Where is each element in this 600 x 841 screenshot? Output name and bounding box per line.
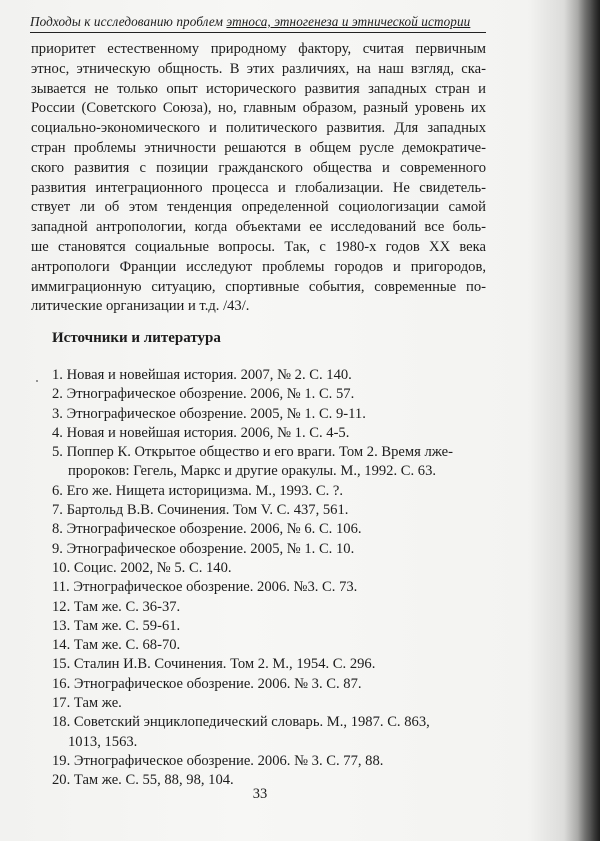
- reference-item: [52, 366, 492, 385]
- reference-text: 19. Этнографическое обозрение. 2006. № 3. С. 77, 88.: [52, 752, 384, 769]
- reference-item: [52, 424, 492, 443]
- body-line: этнос, этническую общность. В этих различиях, на наш взгляд, ска-: [31, 60, 486, 77]
- reference-text: 14. Там же. С. 68-70.: [52, 637, 181, 654]
- reference-item: [52, 559, 492, 578]
- body-line: ствует ли об этом тенденция определенной социологизации самой: [31, 199, 486, 216]
- reference-item: [52, 578, 492, 597]
- body-line: ше становятся социальные вопросы. Так, с 1980-х годов XX века: [31, 238, 486, 255]
- body-line: стран проблемы этничности решаются в общем русле демократиче-: [31, 139, 486, 156]
- scan-speck: [36, 380, 38, 382]
- reference-continuation: 1013, 1563.: [68, 733, 138, 750]
- reference-list: [52, 366, 492, 791]
- reference-continuation: пророков: Гегель, Маркс и другие оракулы. М., 1992. С. 63.: [68, 463, 437, 480]
- reference-text: 4. Новая и новейшая история. 2006, № 1. С. 4-5.: [52, 424, 350, 441]
- reference-text: 18. Советский энциклопедический словарь. М., 1987. С. 863,: [52, 714, 430, 731]
- reference-text: 9. Этнографическое обозрение. 2005, № 1. С. 10.: [52, 540, 355, 557]
- reference-text: 2. Этнографическое обозрение. 2006, № 1. С. 57.: [52, 386, 355, 403]
- body-line: приоритет естественному природному фактору, считая первичным: [31, 41, 486, 57]
- reference-item: [52, 540, 492, 559]
- reference-item: [52, 713, 492, 752]
- reference-text: 20. Там же. С. 55, 88, 98, 104.: [52, 772, 234, 789]
- reference-text: 17. Там же.: [52, 695, 122, 712]
- reference-text: 6. Его же. Нищета историцизма. М., 1993. С. ?.: [52, 482, 344, 499]
- reference-text: 3. Этнографическое обозрение. 2005, № 1. С. 9-11.: [52, 405, 366, 422]
- body-line: западной антропологии, когда объектами ее исследований все боль-: [31, 219, 486, 236]
- body-line: антропологи Франции исследуют проблемы городов и пригородов,: [31, 258, 486, 275]
- reference-item: [52, 617, 492, 636]
- page-number: 33: [252, 786, 268, 802]
- running-header-prefix: Подходы к исследованию проблем: [30, 14, 227, 29]
- reference-text: 1. Новая и новейшая история. 2007, № 2. С. 140.: [52, 367, 352, 383]
- reference-text: 11. Этнографическое обозрение. 2006. №3. С. 73.: [52, 579, 358, 596]
- body-line: социально-экономического и политического развития. Для западных: [31, 120, 486, 137]
- reference-item: [52, 675, 492, 694]
- body-line: зывается не только опыт исторического развития западных стран и: [31, 80, 486, 97]
- body-paragraph: [31, 40, 486, 317]
- reference-text: 5. Поппер К. Открытое общество и его враги. Том 2. Время лже-: [52, 444, 453, 461]
- reference-item: [52, 443, 492, 482]
- body-line: развития интеграционного процесса и глобализации. Не свидетель-: [31, 179, 486, 196]
- body-line: России (Советского Союза), но, главным образом, разный уровень их: [31, 100, 486, 117]
- reference-item: [52, 752, 492, 771]
- reference-item: [52, 694, 492, 713]
- reference-item: [52, 636, 492, 655]
- section-title: Источники и литература: [52, 330, 221, 346]
- scan-shadow-edge: [578, 0, 600, 841]
- reference-text: 16. Этнографическое обозрение. 2006. № 3. С. 87.: [52, 675, 362, 692]
- running-header: [30, 14, 486, 33]
- reference-item: [52, 501, 492, 520]
- reference-item: [52, 405, 492, 424]
- body-line: иммиграционную ситуацию, спортивные события, современные по-: [31, 278, 486, 295]
- reference-text: 13. Там же. С. 59-61.: [52, 617, 181, 634]
- reference-item: [52, 482, 492, 501]
- reference-item: [52, 598, 492, 617]
- reference-item: [52, 520, 492, 539]
- body-line: литические организации и т.д. /43/.: [31, 298, 250, 315]
- reference-item: [52, 385, 492, 404]
- reference-text: 15. Сталин И.В. Сочинения. Том 2. М., 1954. С. 296.: [52, 656, 376, 673]
- running-header-underlined: этноса, этногенеза и этнической истории: [226, 14, 471, 29]
- reference-text: 8. Этнографическое обозрение. 2006, № 6. С. 106.: [52, 521, 362, 538]
- reference-item: [52, 655, 492, 674]
- reference-text: 10. Социс. 2002, № 5. С. 140.: [52, 559, 232, 576]
- reference-text: 7. Бартольд В.В. Сочинения. Том V. С. 437, 561.: [52, 502, 349, 519]
- body-line: ского развития с позиции гражданского общества и современного: [31, 159, 486, 176]
- reference-text: 12. Там же. С. 36-37.: [52, 598, 181, 615]
